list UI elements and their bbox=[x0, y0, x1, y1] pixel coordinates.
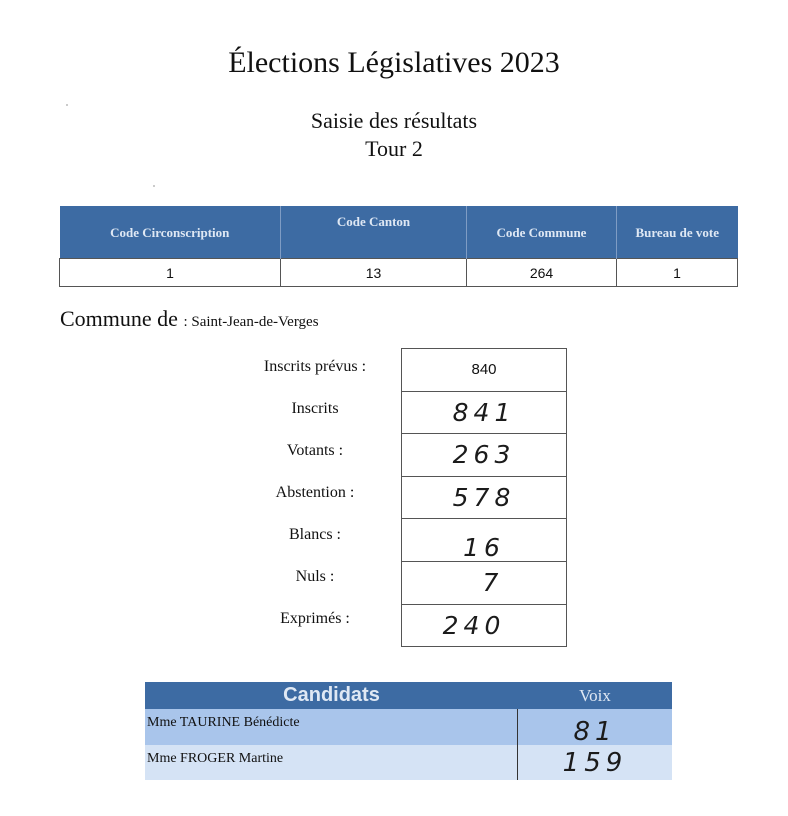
header-bureau-de-vote: Bureau de vote bbox=[617, 206, 738, 259]
inscrits-value: 841 bbox=[452, 397, 516, 427]
commune-label: Commune de bbox=[60, 306, 178, 331]
candidate-name: Mme TAURINE Bénédicte bbox=[145, 709, 518, 745]
codes-value-row bbox=[60, 259, 738, 287]
bureau-de-vote-value: 1 bbox=[617, 259, 738, 287]
nuls-box[interactable] bbox=[401, 561, 567, 604]
scan-speck bbox=[66, 104, 68, 106]
page-title: Élections Législatives 2023 bbox=[228, 46, 560, 79]
candidate-votes: 81 bbox=[573, 717, 617, 747]
votants-box[interactable] bbox=[401, 433, 567, 476]
inscrits-prevus-value: 840 bbox=[471, 361, 497, 379]
header-code-circonscription: Code Circonscription bbox=[60, 206, 281, 259]
blancs-value: 16 bbox=[463, 532, 505, 562]
candidates-header-name: Candidats bbox=[283, 684, 380, 706]
inscrits-prevus-box[interactable] bbox=[401, 348, 567, 391]
abstention-value: 578 bbox=[452, 483, 516, 513]
label-blancs: Blancs : bbox=[289, 526, 341, 543]
exprimes-box[interactable] bbox=[401, 604, 567, 648]
label-inscrits-prevus: Inscrits prévus : bbox=[263, 358, 367, 375]
results-values-column bbox=[401, 348, 567, 647]
code-circonscription-value: 1 bbox=[60, 259, 281, 287]
subtitle-line-2: Tour 2 bbox=[365, 136, 423, 161]
candidates-header bbox=[145, 682, 672, 709]
candidate-votes: 159 bbox=[562, 747, 628, 778]
code-commune-value: 264 bbox=[467, 259, 617, 287]
candidate-row bbox=[145, 745, 672, 780]
label-votants: Votants : bbox=[286, 442, 344, 459]
label-inscrits: Inscrits bbox=[291, 400, 339, 417]
codes-table bbox=[59, 206, 738, 287]
codes-header-row bbox=[60, 206, 738, 259]
scan-speck bbox=[153, 185, 155, 187]
label-nuls: Nuls : bbox=[295, 568, 335, 585]
label-abstention: Abstention : bbox=[275, 484, 355, 501]
subtitle-line-1: Saisie des résultats bbox=[310, 108, 478, 133]
inscrits-box[interactable] bbox=[401, 391, 567, 434]
header-code-commune: Code Commune bbox=[467, 206, 617, 259]
header-code-canton: Code Canton bbox=[281, 206, 467, 259]
candidate-votes-box[interactable] bbox=[518, 709, 672, 745]
commune-name: : Saint-Jean-de-Verges bbox=[183, 314, 319, 330]
candidate-row bbox=[145, 709, 672, 745]
blancs-box[interactable] bbox=[401, 518, 567, 561]
page-subtitle bbox=[0, 107, 788, 163]
candidate-name: Mme FROGER Martine bbox=[145, 745, 518, 780]
commune-line bbox=[60, 306, 319, 332]
candidates-table bbox=[145, 682, 672, 780]
candidate-votes-box[interactable] bbox=[518, 745, 672, 780]
candidates-header-votes: Voix bbox=[579, 686, 611, 705]
votants-value: 263 bbox=[452, 440, 516, 470]
exprimes-value: 240 bbox=[442, 610, 506, 640]
nuls-value: 7 bbox=[482, 568, 504, 598]
label-exprimes: Exprimés : bbox=[280, 610, 350, 627]
abstention-box[interactable] bbox=[401, 476, 567, 519]
code-canton-value: 13 bbox=[281, 259, 467, 287]
